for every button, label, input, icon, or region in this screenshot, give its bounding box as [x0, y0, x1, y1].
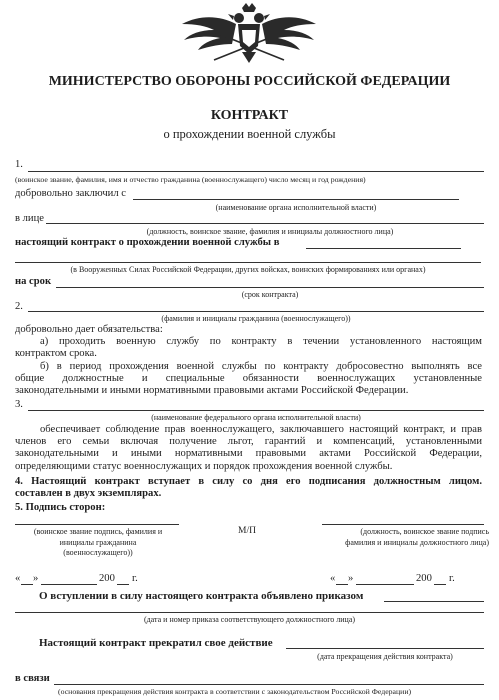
reason-caption: (основания прекращения действия контракта в соответствии с законодательством Российской Федерации): [58, 687, 412, 696]
date-left-year-prefix: 200: [99, 573, 115, 584]
federal-body-caption: (наименование федерального органа исполнительной власти): [151, 413, 361, 422]
rank-name-field[interactable]: [28, 171, 484, 172]
section-3-number: 3.: [15, 399, 23, 410]
official-field[interactable]: [46, 223, 484, 224]
entry-order-caption: (дата и номер приказа соответствующего должностного лица): [143, 615, 356, 624]
double-headed-eagle-emblem: [176, 2, 322, 64]
date-right-month-field[interactable]: [356, 584, 414, 585]
date-left-month-field[interactable]: [41, 584, 97, 585]
document-title: КОНТРАКТ: [210, 108, 289, 123]
entry-order-field-1[interactable]: [384, 601, 484, 602]
reason-label: в связи: [15, 673, 50, 684]
entry-order-label: О вступлении в силу настоящего контракта объявлено приказом: [39, 590, 364, 602]
reason-field[interactable]: [54, 684, 484, 685]
official-caption: (должность, воинское звание, фамилия и инициалы должностного лица): [146, 227, 394, 236]
date-left-open-quote: «: [15, 573, 21, 584]
section-3-text: [15, 424, 482, 473]
date-left-year-field[interactable]: [117, 584, 129, 585]
in-person-label: в лице: [15, 213, 44, 224]
date-left-year-suffix: г.: [132, 573, 138, 584]
term-field[interactable]: [56, 287, 484, 288]
forces-caption: (в Вооруженных Силах Российской Федерации, других войсках, воинских формированиях или органах): [70, 265, 426, 274]
citizen-name-caption: (фамилия и инициалы гражданина (военнослужащего)): [161, 314, 351, 323]
ministry-heading: МИНИСТЕРСТВО ОБОРОНЫ РОССИЙСКОЙ ФЕДЕРАЦИИ: [48, 74, 451, 89]
section-4-text: [15, 476, 482, 500]
official-signature-field[interactable]: [322, 524, 484, 525]
authority-caption: (наименование органа исполнительной власти): [215, 203, 377, 212]
forces-field-2[interactable]: [15, 262, 481, 263]
contract-in-label: настоящий контракт о прохождении военной службы в: [15, 237, 280, 248]
forces-field-1[interactable]: [306, 248, 461, 249]
federal-body-field[interactable]: [28, 410, 484, 411]
obligation-label: добровольно дает обязательства:: [15, 324, 163, 335]
date-right-year-suffix: г.: [449, 573, 455, 584]
stamp-place-label: М/П: [238, 526, 256, 536]
section-3-line: обеспечивает соблюдение прав военнослужащего, заключавшего настоящий контракт, и прав: [40, 424, 482, 435]
citizen-name-field[interactable]: [28, 311, 484, 312]
termination-date-caption: (дата прекращения действия контракта): [317, 652, 453, 661]
official-signature-caption: [314, 527, 489, 548]
obligation-b-line: законодательными и иными нормативными правовыми актами Российской Федерации.: [15, 385, 409, 397]
section-3-line: законодательными и иными нормативными правовыми актами Российской Федерации,: [15, 448, 482, 460]
voluntarily-label: добровольно заключил с: [15, 188, 126, 199]
date-left-day-field[interactable]: [21, 584, 33, 585]
obligation-a-line: а) проходить военную службу по контракту в течении установленного настоящим: [40, 336, 482, 347]
official-signature-caption-line: фамилия и инициалы должностного лица): [345, 537, 489, 547]
date-right-day-field[interactable]: [336, 584, 348, 585]
obligation-a: [15, 336, 482, 360]
date-right-close-quote: »: [348, 573, 354, 584]
official-signature-caption-line: (должность, воинское звание подпись: [360, 527, 489, 536]
section-3-line: определяющими статус военнослужащих и порядок прохождения военной службы.: [15, 460, 393, 472]
citizen-signature-caption-line: инициалы гражданина: [59, 537, 137, 547]
authority-field[interactable]: [133, 199, 459, 200]
citizen-signature-caption: [10, 527, 186, 559]
section-4-line: 4. Настоящий контракт вступает в силу со дня его подписания должностным лицом.: [15, 476, 482, 487]
obligation-b: [15, 361, 482, 398]
date-right-year-field[interactable]: [434, 584, 446, 585]
citizen-signature-caption-line: (воинское звание подпись, фамилия и: [33, 527, 163, 536]
term-caption: (срок контракта): [241, 290, 299, 299]
entry-order-field-2[interactable]: [15, 612, 484, 613]
date-left-close-quote: »: [33, 573, 39, 584]
date-right-open-quote: «: [330, 573, 336, 584]
signatures-title: 5. Подпись сторон:: [15, 502, 106, 513]
citizen-signature-field[interactable]: [15, 524, 179, 525]
section-3-line: членов его семьи включая получение льгот, гарантий и компенсаций, установленными: [15, 436, 482, 448]
obligation-b-line: общие должностные и специальные обязанности военнослужащих установленные: [15, 373, 482, 385]
term-label: на срок: [15, 276, 52, 287]
document-subtitle: о прохождении военной службы: [163, 127, 336, 141]
rank-name-caption: (воинское звание, фамилия, имя и отчество гражданина (военнослужащего) число месяц и год рождения): [15, 175, 366, 184]
termination-date-field[interactable]: [286, 648, 484, 649]
section-4-line: составлен в двух экземплярах.: [15, 488, 162, 500]
citizen-signature-caption-line: (военнослужащего)): [63, 548, 133, 557]
termination-label: Настоящий контракт прекратил свое действие: [39, 637, 273, 649]
section-1-number: 1.: [15, 159, 23, 170]
obligation-a-line: контрактом срока.: [15, 348, 97, 360]
section-2-number: 2.: [15, 301, 23, 312]
obligation-b-line: б) в период прохождения военной службы по контракту добросовестно выполнять все: [40, 361, 482, 372]
date-right-year-prefix: 200: [416, 573, 432, 584]
